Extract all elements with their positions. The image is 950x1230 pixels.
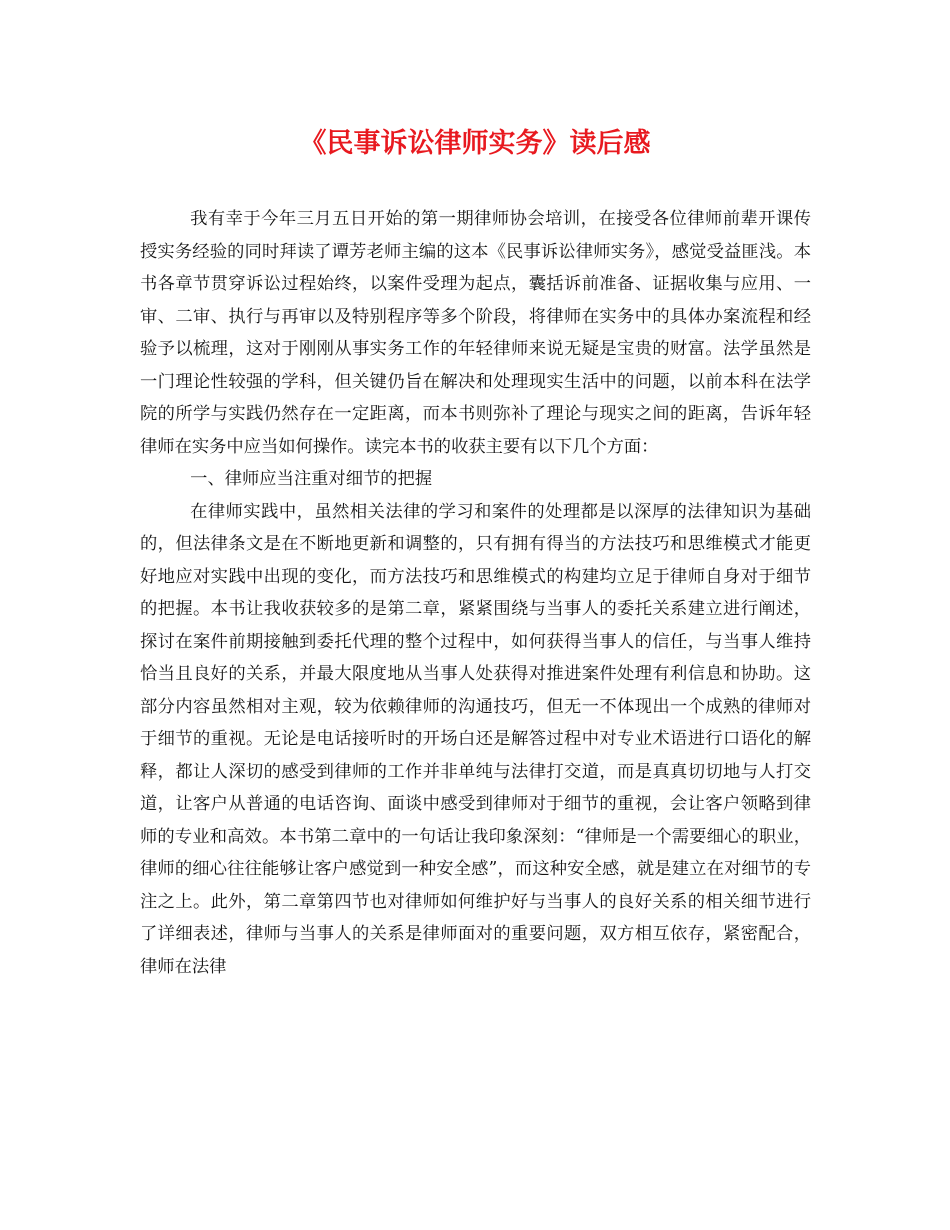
- document-body: [140, 203, 811, 983]
- document-title: 《民事诉讼律师实务》读后感: [299, 128, 651, 159]
- section-paragraph: 在律师实践中，虽然相关法律的学习和案件的处理都是以深厚的法律知识为基础的，但法律条文是在不断地更新和调整的，只有拥有得当的方法技巧和思维模式才能更好地应对实践中出现的变化，而方法技巧和思维模式的构建均立足于律师自身对于细节的把握。本书让我收获较多的是第二章，紧紧围绕与当事人的委托关系建立进行阐述，探讨在案件前期接触到委托代理的整个过程中，如何获得当事人的信任，与当事人维持恰当且良好的关系，并最大限度地从当事人处获得对推进案件处理有利信息和协助。这部分内容虽然相对主观，较为依赖律师的沟通技巧，但无一不体现出一个成熟的律师对于细节的重视。无论是电话接听时的开场白还是解答过程中对专业术语进行口语化的解释，都让人深切的感受到律师的工作并非单纯与法律打交道，而是真真切切地与人打交道，让客户从普通的电话咨询、面谈中感受到律师对于细节的重视，会让客户领略到律师的专业和高效。本书第二章中的一句话让我印象深刻：“律师是一个需要细心的职业，律师的细心往往能够让客户感觉到一种安全感”，而这种安全感，就是建立在对细节的专注之上。此外，第二章第四节也对律师如何维护好与当事人的良好关系的相关细节进行了详细表述，律师与当事人的关系是律师面对的重要问题，双方相互依存，紧密配合，律师在法律: [140, 501, 811, 977]
- intro-paragraph: 我有幸于今年三月五日开始的第一期律师协会培训，在接受各位律师前辈开课传授实务经验的同时拜读了谭芳老师主编的这本《民事诉讼律师实务》，感觉受益匪浅。本书各章节贯穿诉讼过程始终，以案件受理为起点，囊括诉前准备、证据收集与应用、一审、二审、执行与再审以及特别程序等多个阶段，将律师在实务中的具体办案流程和经验予以梳理，这对于刚刚从事实务工作的年轻律师来说无疑是宝贵的财富。法学虽然是一门理论性较强的学科，但关键仍旨在解决和处理现实生活中的问题，以前本科在法学院的所学与实践仍然存在一定距离，而本书则弥补了理论与现实之间的距离，告诉年轻律师在实务中应当如何操作。读完本书的收获主要有以下几个方面：: [140, 209, 811, 457]
- section-heading: 一、律师应当注重对细节的把握: [190, 469, 433, 489]
